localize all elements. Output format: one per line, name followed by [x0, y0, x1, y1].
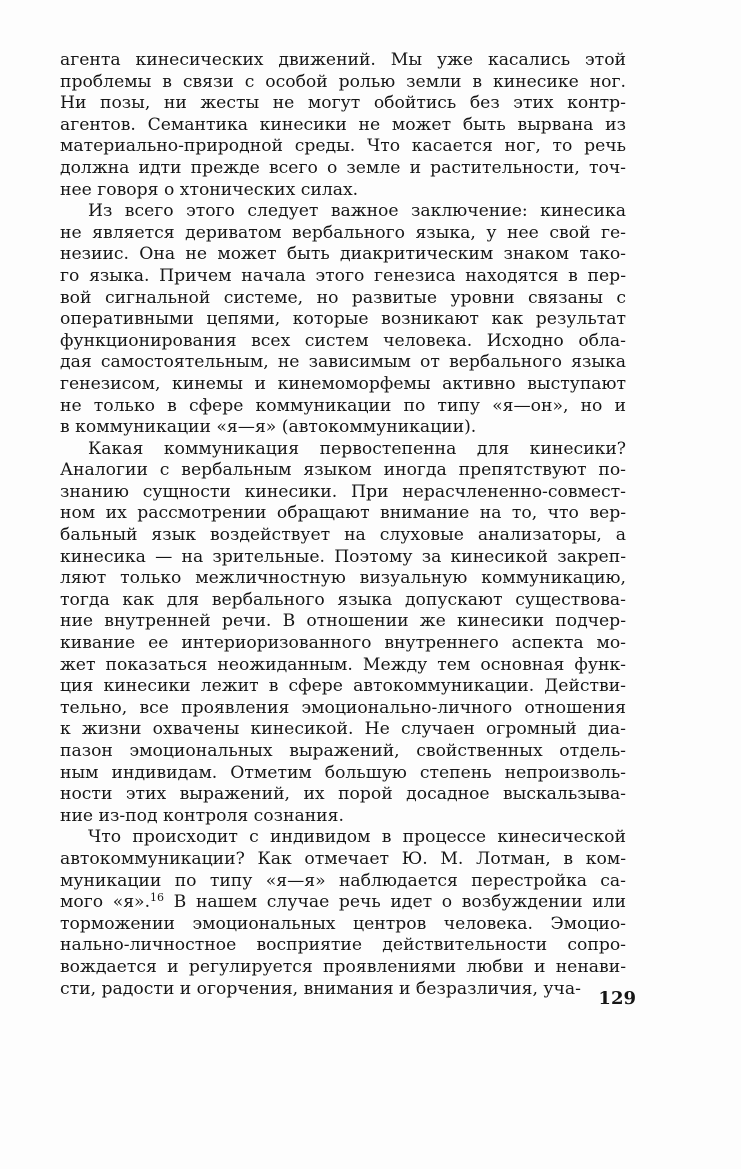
text-line: кивание ее интериоризованного внутреннего аспекта мо- — [60, 633, 626, 654]
text-line: Аналогии с вербальным языком иногда препятствуют по- — [60, 460, 626, 481]
text-line: пазон эмоциональных выражений, свойственных отдель- — [60, 741, 626, 761]
text-line: дая самостоятельным, не зависимым от вербального языка — [60, 352, 626, 373]
text-line: ние внутренней речи. В отношении же кинесики подчер- — [60, 611, 626, 632]
text-line: Что происходит с индивидом в процессе кинесической — [88, 827, 626, 848]
page-number: 129 — [598, 988, 636, 1009]
text-line: знанию сущности кинесики. При нерасчлененно-совмест- — [60, 481, 626, 502]
paragraph — [60, 827, 626, 1000]
text-line: го языка. Причем начала этого генезиса находятся в пер- — [60, 265, 626, 286]
text-line: жет показаться неожиданным. Между тем основная функ- — [60, 654, 626, 675]
text-line: муникации по типу «я—я» наблюдается перестройка са- — [60, 870, 626, 891]
text-line: к жизни охвачены кинесикой. Не случаен огромный диа- — [60, 719, 626, 740]
body-text — [60, 50, 626, 1000]
text-line: ция кинесики лежит в сфере автокоммуникации. Действи- — [60, 676, 626, 697]
text-line: в коммуникации «я—я» (автокоммуникации). — [60, 417, 477, 438]
text-segment: В нашем случае речь идет о возбуждении или — [164, 892, 626, 913]
text-line: агента кинесических движений. Мы уже касались этой — [60, 50, 626, 70]
text-line: Какая коммуникация первостепенна для кинесики? — [88, 438, 626, 459]
text-line: незиис. Она не может быть диакритическим знаком тако- — [60, 244, 626, 265]
text-line: генезисом, кинемы и кинемоморфемы активно выступают — [60, 373, 626, 394]
text-line: ном их рассмотрении обращают внимание на то, что вер- — [60, 503, 626, 524]
text-line: вой сигнальной системе, но развитые уровни связаны с — [60, 287, 626, 308]
text-line: ным индивидам. Отметим большую степень непроизволь- — [60, 762, 626, 783]
text-line: сти, радости и огорчения, внимания и безразличия, уча- — [60, 978, 581, 999]
paragraph — [60, 439, 626, 828]
text-line: тельно, все проявления эмоционально-личного отношения — [60, 697, 626, 718]
text-segment: мого «я». — [60, 892, 151, 913]
text-line: торможении эмоциональных центров человека. Эмоцио- — [60, 913, 626, 934]
text-line: должна идти прежде всего о земле и растительности, точ- — [60, 157, 626, 178]
text-line: Ни позы, ни жесты не могут обойтись без этих контр- — [60, 93, 626, 114]
text-line: ние из-под контроля сознания. — [60, 805, 344, 826]
text-line: ляют только межличностную визуальную коммуникацию, — [60, 568, 626, 589]
paragraph — [60, 50, 626, 201]
paragraph — [60, 201, 626, 439]
text-line: функционирования всех систем человека. Исходно обла- — [60, 330, 626, 351]
text-line: бальный язык воздействует на слуховые анализаторы, а — [60, 525, 626, 546]
text-line: ности этих выражений, их порой досадное выскальзыва- — [60, 784, 626, 805]
text-line: Из всего этого следует важное заключение: кинесика — [88, 201, 626, 222]
text-line: агентов. Семантика кинесики не может быть вырвана из — [60, 114, 626, 135]
text-line: оперативными цепями, которые возникают как результат — [60, 309, 626, 330]
text-line — [60, 892, 626, 914]
text-line: вождается и регулируется проявлениями любви и ненави- — [60, 956, 626, 977]
text-line: не только в сфере коммуникации по типу «я—он», но и — [60, 395, 626, 416]
text-line: проблемы в связи с особой ролью земли в кинесике ног. — [60, 71, 626, 92]
text-line: нее говоря о хтонических силах. — [60, 179, 359, 200]
text-line: нально-личностное восприятие действительности сопро- — [60, 935, 626, 956]
text-line: тогда как для вербального языка допускают существова- — [60, 589, 626, 610]
footnote-reference[interactable]: 16 — [150, 891, 165, 905]
text-line: не является дериватом вербального языка, у нее свой ге- — [60, 222, 626, 243]
text-line: кинесика — на зрительные. Поэтому за кинесикой закреп- — [60, 546, 626, 567]
text-line: автокоммуникации? Как отмечает Ю. М. Лотман, в ком- — [60, 848, 626, 869]
text-line: материально-природной среды. Что касается ног, то речь — [60, 136, 626, 157]
